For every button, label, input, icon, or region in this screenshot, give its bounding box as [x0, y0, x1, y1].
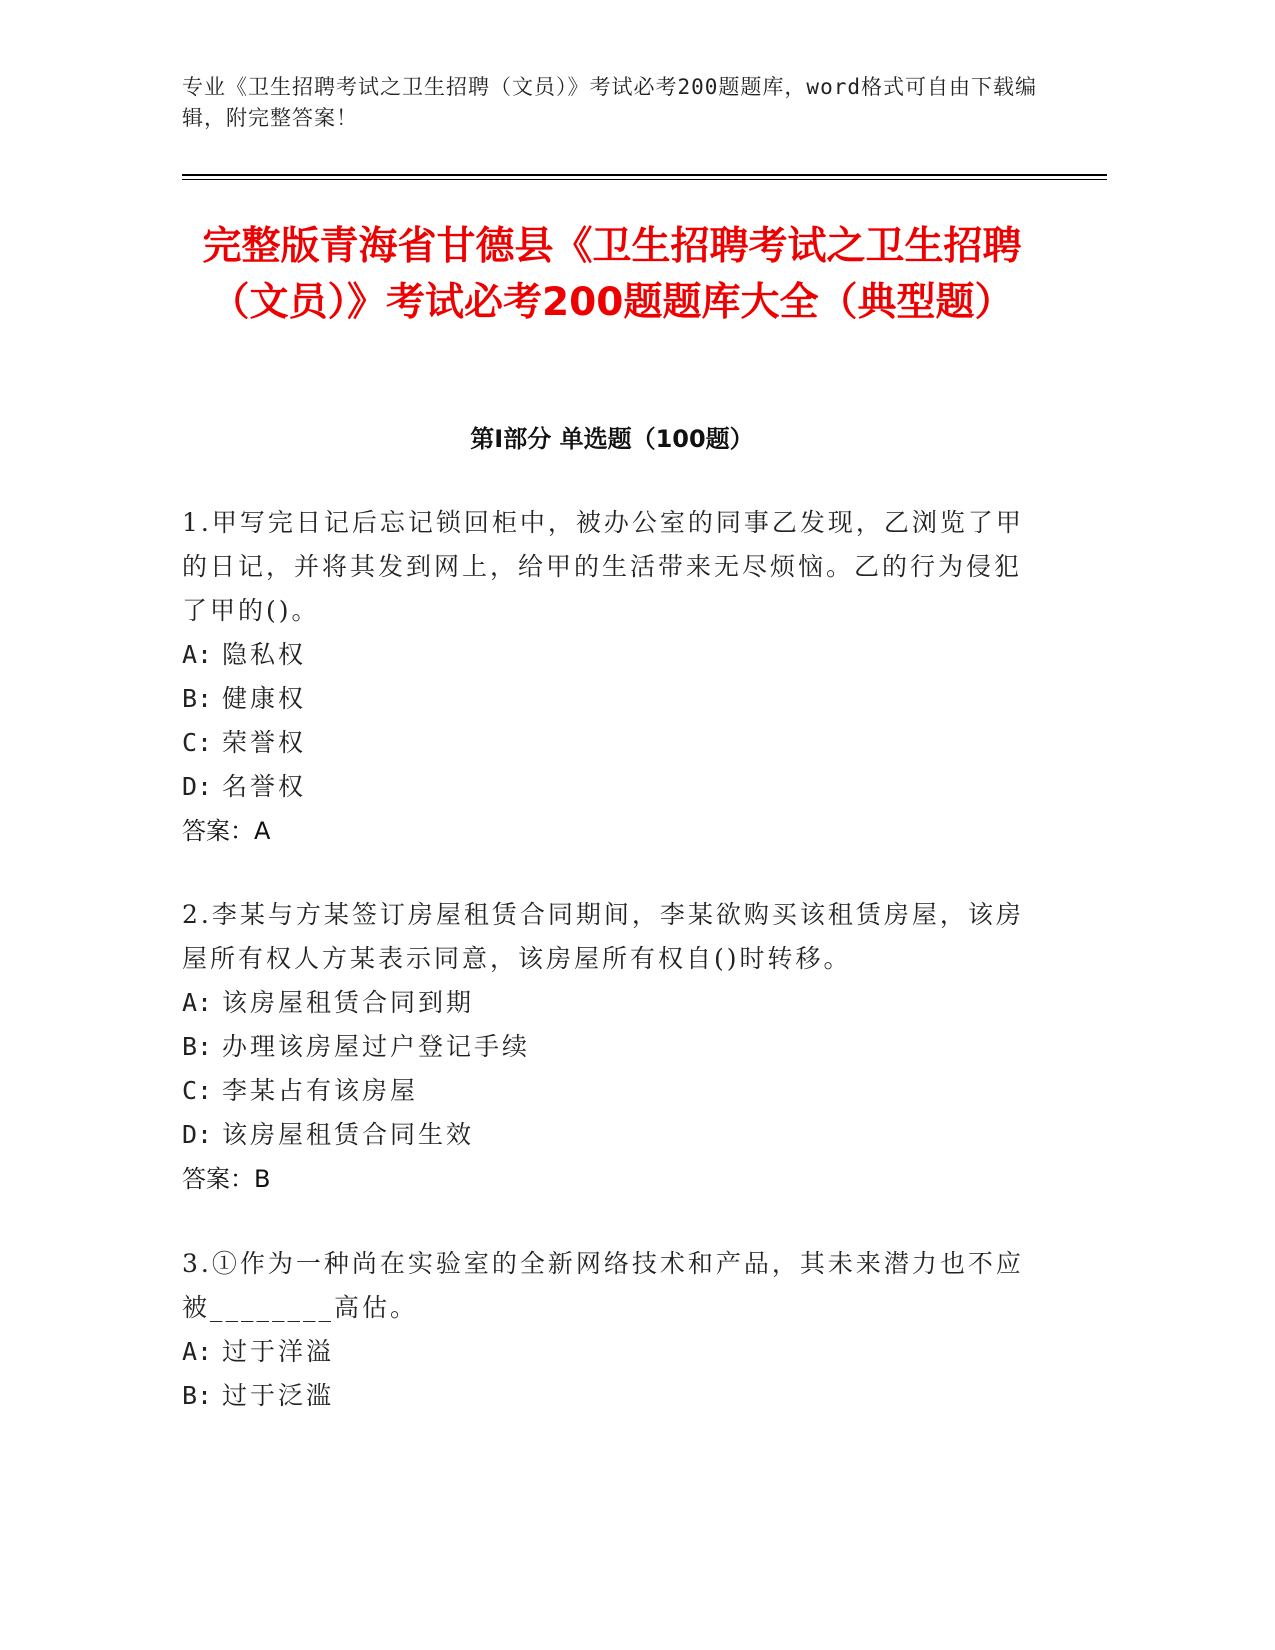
option-key: C: [182, 1076, 213, 1105]
question-1 [182, 501, 1042, 853]
answer-line [182, 1157, 1042, 1201]
option-key: C: [182, 728, 213, 757]
option-text: 该房屋租赁合同生效 [222, 1120, 475, 1149]
question-stem: 1.甲写完日记后忘记锁回柜中，被办公室的同事乙发现，乙浏览了甲的日记，并将其发到网上，给甲的生活带来无尽烦恼。乙的行为侵犯了甲的()。 [182, 508, 1024, 625]
option-text: 办理该房屋过户登记手续 [222, 1032, 531, 1061]
option-c [182, 1069, 1042, 1113]
option-d [182, 1113, 1042, 1157]
option-text: 该房屋租赁合同到期 [222, 988, 475, 1017]
question-3 [182, 1242, 1042, 1418]
document-title: 完整版青海省甘德县《卫生招聘考试之卫生招聘（文员）》考试必考200题题库大全（典型题） [202, 224, 1022, 325]
header-note: 专业《卫生招聘考试之卫生招聘（文员）》考试必考200题题库，word格式可自由下载编辑，附完整答案！ [182, 75, 1037, 130]
option-text: 健康权 [222, 684, 307, 713]
option-key: A: [182, 988, 213, 1017]
option-text: 荣誉权 [222, 728, 307, 757]
question-stem: 3.①作为一种尚在实验室的全新网络技术和产品，其未来潜力也不应被________高估。 [182, 1249, 1024, 1322]
option-text: 过于泛滥 [222, 1381, 335, 1410]
answer-value: A [254, 817, 271, 845]
question-stem: 2.李某与方某签订房屋租赁合同期间，李某欲购买该租赁房屋，该房屋所有权人方某表示同意，该房屋所有权自()时转移。 [182, 900, 1024, 973]
option-key: B: [182, 1032, 213, 1061]
answer-line [182, 809, 1042, 853]
answer-label: 答案： [182, 1165, 254, 1193]
section-heading: 第Ⅰ部分 单选题（100题） [470, 425, 754, 453]
option-key: B: [182, 1381, 213, 1410]
option-key: A: [182, 640, 213, 669]
header-divider-thin [182, 179, 1107, 180]
option-b [182, 677, 1042, 721]
option-a [182, 981, 1042, 1025]
option-key: B: [182, 684, 213, 713]
option-key: A: [182, 1337, 213, 1366]
option-key: D: [182, 1120, 213, 1149]
option-text: 李某占有该房屋 [222, 1076, 419, 1105]
header-divider-thick [182, 174, 1107, 176]
option-a [182, 633, 1042, 677]
answer-value: B [254, 1165, 271, 1193]
option-text: 名誉权 [222, 772, 307, 801]
option-b [182, 1374, 1042, 1418]
option-key: D: [182, 772, 213, 801]
option-b [182, 1025, 1042, 1069]
option-a [182, 1330, 1042, 1374]
answer-label: 答案： [182, 817, 254, 845]
option-text: 隐私权 [222, 640, 307, 669]
question-2 [182, 893, 1042, 1201]
option-text: 过于洋溢 [222, 1337, 335, 1366]
option-c [182, 721, 1042, 765]
option-d [182, 765, 1042, 809]
